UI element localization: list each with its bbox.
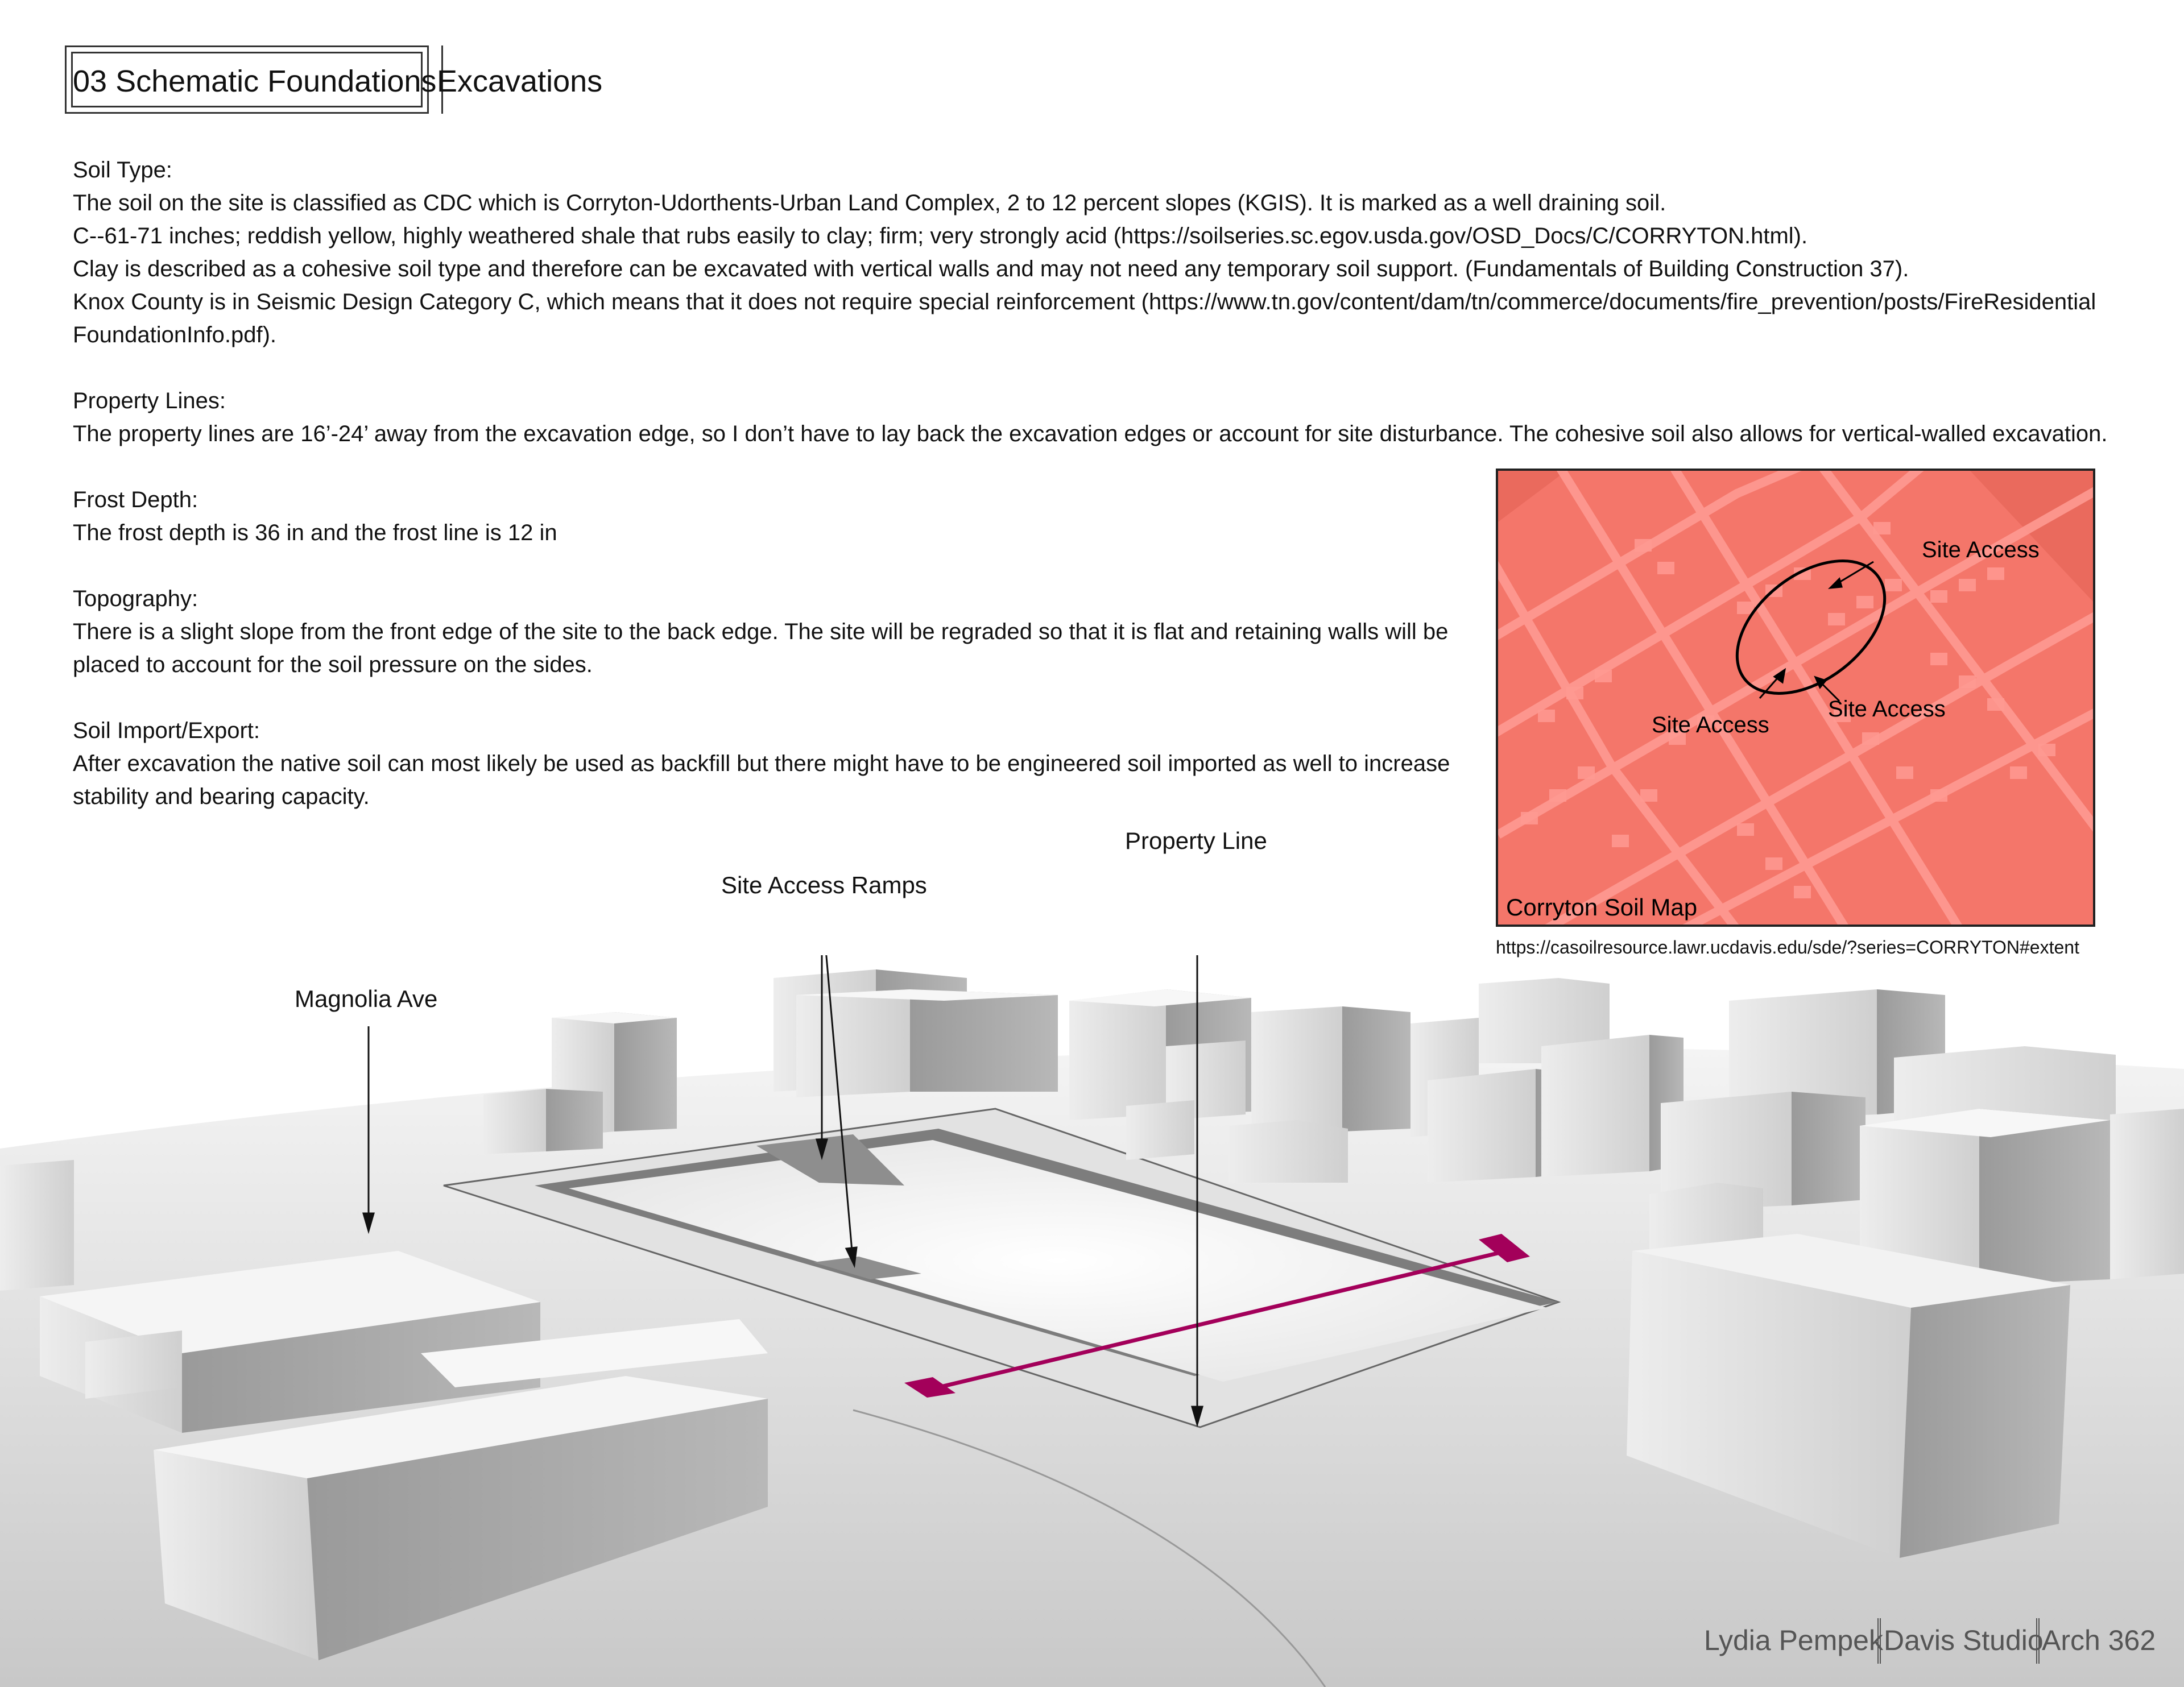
footer-author: Lydia Pempek	[1704, 1624, 1883, 1656]
soil-type-line: Clay is described as a cohesive soil type and therefore can be excavated with vertical walls and may not need any temporary soil support. (Fundamentals of Building Construction 37).	[73, 256, 1909, 281]
map-source-url: https://casoilresource.lawr.ucdavis.edu/sde/?series=CORRYTON#extent	[1496, 937, 2079, 958]
frost-depth-heading: Frost Depth:	[73, 487, 198, 512]
soil-type-line: The soil on the site is classified as CDC which is Corryton-Udorthents-Urban Land Complex, 2 to 12 percent slopes (KGIS). It is marked as a well draining soil.	[73, 190, 1666, 215]
footer-course: Arch 362	[2042, 1624, 2156, 1656]
site-access-ramps-label: Site Access Ramps	[721, 872, 927, 898]
footer-divider	[1877, 1618, 1881, 1664]
site-diagram	[0, 955, 2184, 1687]
soil-type-line: C--61-71 inches; reddish yellow, highly weathered shale that rubs easily to clay; firm; very strongly acid (https://soilseries.sc.egov.usda.gov/OSD_Docs/C/CORRYTON.html).	[73, 223, 1808, 248]
soil-import-export-section	[73, 714, 1450, 813]
property-lines-section	[73, 384, 2107, 450]
soil-import-export-line: After excavation the native soil can most likely be used as backfill but there might have to be engineered soil imported as well to increase	[73, 751, 1450, 776]
page-title: 03 Schematic Foundations	[73, 64, 437, 98]
site-access-label: Site Access	[1922, 537, 2040, 562]
frost-depth-section	[73, 483, 557, 549]
soil-import-export-heading: Soil Import/Export:	[73, 718, 260, 743]
soil-type-heading: Soil Type:	[73, 157, 172, 183]
magnolia-ave-label: Magnolia Ave	[295, 985, 438, 1012]
soil-import-export-line: stability and bearing capacity.	[73, 784, 370, 809]
site-access-label: Site Access	[1828, 697, 1946, 722]
topography-line: placed to account for the soil pressure on the sides.	[73, 652, 593, 677]
property-line-label: Property Line	[1125, 827, 1267, 854]
soil-type-section	[73, 154, 2096, 351]
soil-type-line: Knox County is in Seismic Design Category C, which means that it does not require special reinforcement (https://www.tn.gov/content/dam/tn/commerce/documents/fire_prevention/posts/FireResidential	[73, 289, 2096, 314]
topography-heading: Topography:	[73, 586, 198, 611]
property-lines-line: The property lines are 16’-24’ away from the excavation edge, so I don’t have to lay back the excavation edges or account for site disturbance. The cohesive soil also allows for vertical-walled excavation.	[73, 421, 2108, 446]
page-subtitle: Excavations	[437, 64, 603, 98]
map-caption: Corryton Soil Map	[1506, 894, 1698, 921]
topography-section	[73, 582, 1448, 681]
footer-studio: Davis Studio	[1884, 1624, 2044, 1656]
soil-type-line: FoundationInfo.pdf).	[73, 322, 277, 347]
soil-map-graphic	[1498, 471, 2093, 925]
topography-line: There is a slight slope from the front edge of the site to the back edge. The site will be regraded so that it is flat and retaining walls will be	[73, 619, 1449, 644]
property-lines-heading: Property Lines:	[73, 388, 226, 413]
soil-map	[1496, 469, 2095, 927]
site-access-label: Site Access	[1652, 712, 1769, 737]
frost-depth-line: The frost depth is 36 in and the frost line is 12 in	[73, 520, 557, 545]
footer-divider	[2036, 1618, 2040, 1664]
